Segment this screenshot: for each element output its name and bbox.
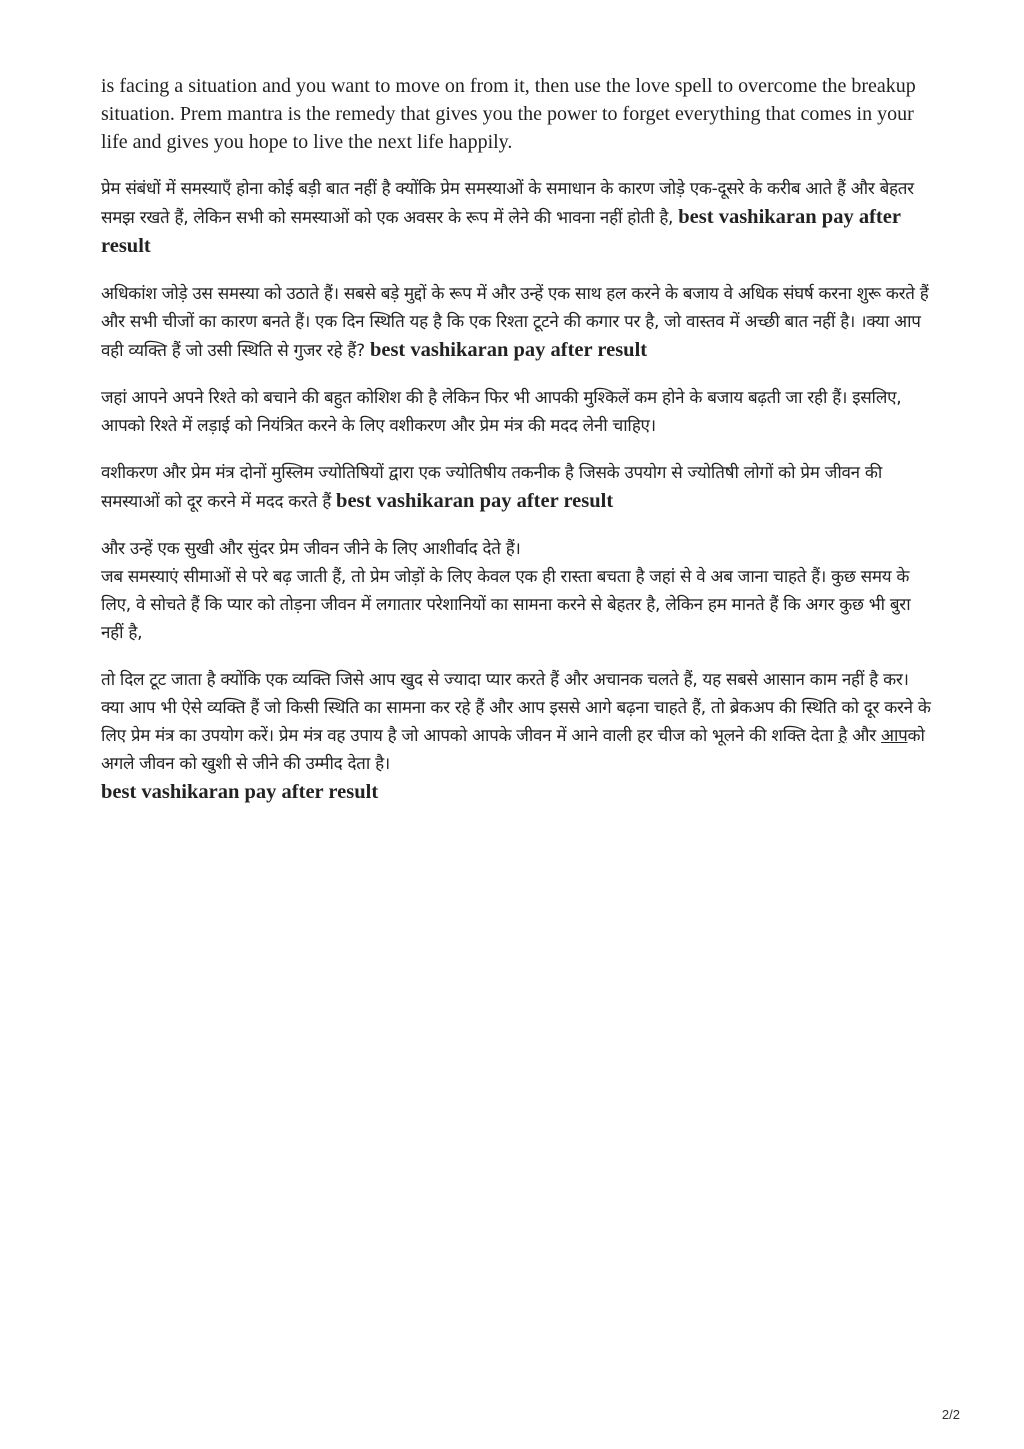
paragraph-7-text-b: और	[847, 726, 882, 746]
paragraph-2-text: प्रेम संबंधों में समस्याएँ होना कोई बड़ी बात नहीं है क्योंकि प्रेम समस्याओं के समाधान के कारण जोड़े एक-दूसरे के करीब आते हैं और बेहतर समझ रखते हैं, लेकिन सभी को समस्याओं को एक अवसर के रूप में लेने की भावना नहीं होती है,	[101, 179, 914, 228]
paragraph-intro: is facing a situation and you want to move on from it, then use the love spell to overcome the breakup situation. Prem mantra is the remedy that gives you the power to forget everything that comes in your life and gives you hope to live the next life happily.	[101, 75, 916, 153]
paragraph-7-text-c: को अगले जीवन को खुशी से जीने की उम्मीद देता है।	[101, 726, 925, 774]
keyword-link: best vashikaran pay after result	[336, 490, 614, 512]
keyword-link: best vashikaran pay after result	[369, 339, 648, 361]
paragraph-7	[101, 666, 931, 806]
keyword-link: best vashikaran pay after result	[101, 206, 901, 257]
paragraph-6-line-2: जब समस्याएं सीमाओं से परे बढ़ जाती हैं, तो प्रेम जोड़ों के लिए केवल एक ही रास्ता बचता है जहां से वे अब जाना चाहते हैं। कुछ समय के लिए, वे सोचते हैं कि प्यार को तोड़ना जीवन में लगातार परेशानियों का सामना करने से बेहतर है, लेकिन हम मानते हैं कि अगर कुछ भी बुरा नहीं है,	[101, 567, 911, 643]
paragraph-4: जहां आपने अपने रिश्ते को बचाने की बहुत कोशिश की है लेकिन फिर भी आपकी मुश्किलें कम होने के बजाय बढ़ती जा रही हैं। इसलिए, आपको रिश्ते में लड़ाई को नियंत्रित करने के लिए वशीकरण और प्रेम मंत्र की मदद लेनी चाहिए।	[101, 388, 902, 436]
underlined-word: है	[838, 726, 848, 746]
paragraph-7-text-a: तो दिल टूट जाता है क्योंकि एक व्यक्ति जिसे आप खुद से ज्यादा प्यार करते हैं और अचानक चलते हैं, यह सबसे आसान काम नहीं है कर। क्या आप भी ऐसे व्यक्ति हैं जो किसी स्थिति का सामना कर रहे हैं और आप इससे आगे बढ़ना चाहते हैं, तो ब्रेकअप की स्थिति को दूर करने के लिए प्रेम मंत्र का उपयोग करें। प्रेम मंत्र वह उपाय है जो आपको आपके जीवन में आने वाली हर चीज को भूलने की शक्ति देता	[101, 670, 931, 746]
paragraph-2	[101, 175, 931, 261]
keyword-link: best vashikaran pay after result	[101, 781, 379, 803]
paragraph-3-text: अधिकांश जोड़े उस समस्या को उठाते हैं। सबसे बड़े मुद्दों के रूप में और उन्हें एक साथ हल करने के बजाय वे अधिक संघर्ष करना शुरू करते हैं और सभी चीजों का कारण बनते हैं। एक दिन स्थिति यह है कि एक रिश्ता टूटने की कगार पर है, जो वास्तव में अच्छी बात नहीं है। ।क्या आप वही व्यक्ति हैं जो उसी स्थिति से गुजर रहे हैं?	[101, 284, 929, 361]
underlined-word: आप	[881, 726, 908, 746]
paragraph-5-text: वशीकरण और प्रेम मंत्र दोनों मुस्लिम ज्योतिषियों द्वारा एक ज्योतिषीय तकनीक है जिसके उपयोग से ज्योतिषी लोगों को प्रेम जीवन की समस्याओं को दूर करने में मदद करते हैं	[101, 463, 883, 512]
document-body	[101, 72, 931, 825]
paragraph-5	[101, 459, 931, 516]
paragraph-6-line-1: और उन्हें एक सुखी और सुंदर प्रेम जीवन जीने के लिए आशीर्वाद देते हैं।	[101, 539, 521, 559]
page-number: 2/2	[941, 1407, 960, 1422]
paragraph-6	[101, 535, 931, 647]
paragraph-3	[101, 280, 931, 365]
